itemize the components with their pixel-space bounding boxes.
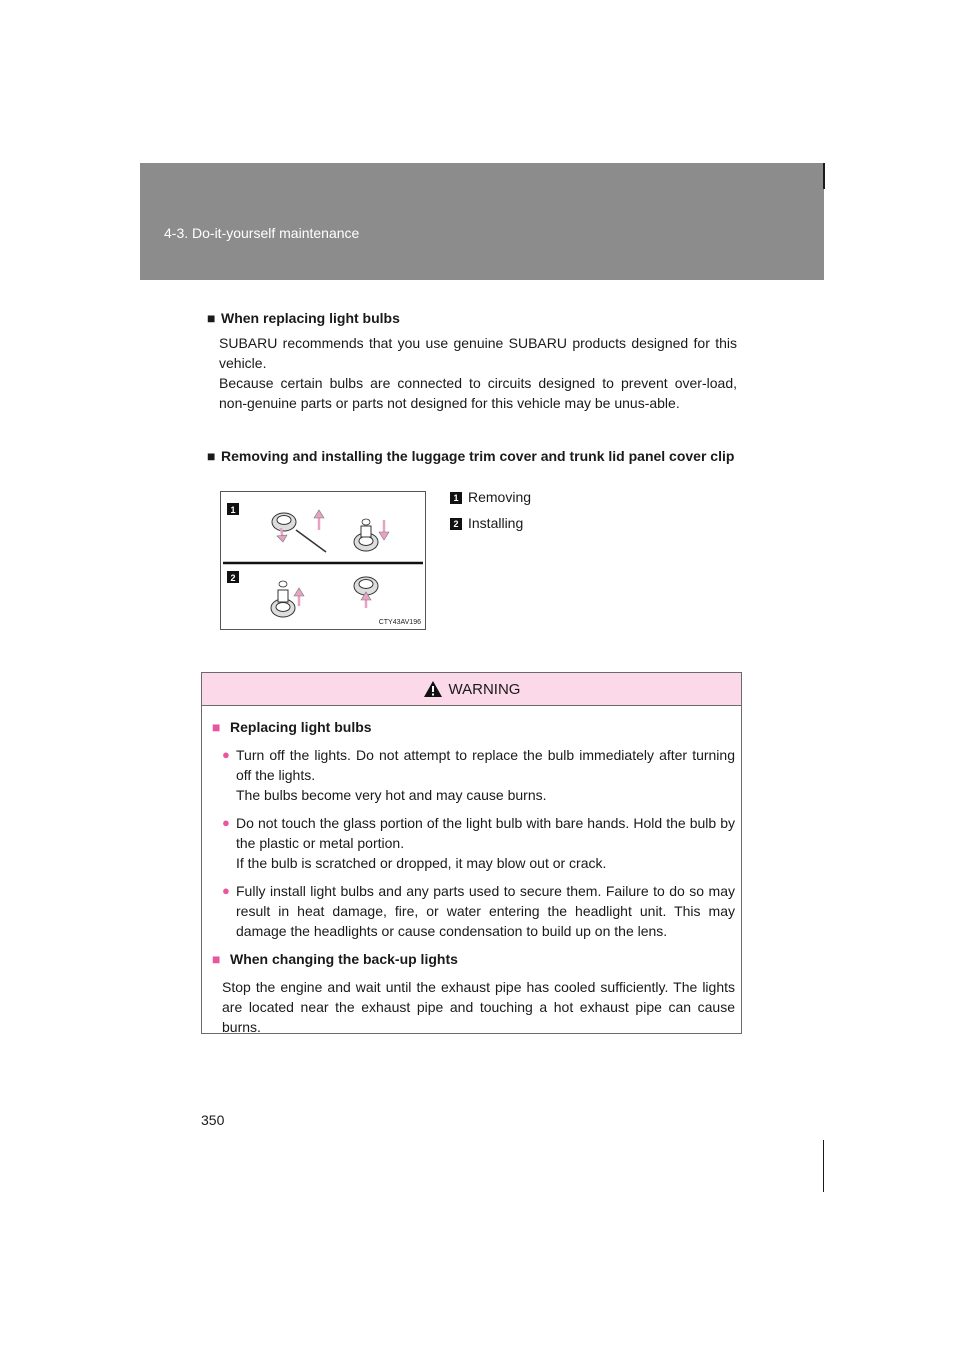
section-paragraph: SUBARU recommends that you use genuine SUBARU products designed for this vehicle. xyxy=(219,335,737,371)
warning-title: WARNING xyxy=(448,680,521,698)
warning-header xyxy=(202,673,741,706)
figure-code: CTY43AV196 xyxy=(378,619,421,626)
warning-bullet: ● Fully install light bulbs and any parts used to secure them. Failure to do so may result in heat damage, fire, or water entering the headlight unit. This may damage the headlights or cause condensation to build up on the lens. xyxy=(222,883,735,939)
bullet-dot-icon: ● xyxy=(222,883,230,898)
page-edge-marker-bottom xyxy=(823,1140,824,1192)
warning-bullet: ● Turn off the lights. Do not attempt to replace the bulb immediately after turning off the lights. The bulbs become very hot and may cause burns. xyxy=(222,747,735,803)
square-bullet-icon: ■ xyxy=(212,951,221,967)
warning-bullet: ● Do not touch the glass portion of the light bulb with bare hands. Hold the bulb by the plastic or metal portion. If the bulb is scratched or dropped, it may blow out or crack. xyxy=(222,815,735,871)
section-replacing-bulbs xyxy=(207,308,737,413)
warning-subheading: ■ When changing the back-up lights xyxy=(212,951,458,967)
legend-marker: 2 xyxy=(450,518,462,530)
section-trim-cover-clip xyxy=(207,446,737,466)
warning-paragraph: Stop the engine and wait until the exhaust pipe has cooled sufficiently. The lights are located near the exhaust pipe and touching a hot exhaust pipe can cause burns. xyxy=(222,979,735,1035)
warning-content xyxy=(212,717,735,1037)
square-bullet-icon: ■ xyxy=(212,719,221,735)
warning-subheading: ■ Replacing light bulbs xyxy=(212,719,372,735)
step-marker-1-label: 1 xyxy=(230,505,236,515)
square-bullet-icon: ■ xyxy=(207,310,216,326)
page-number: 350 xyxy=(201,1112,225,1128)
bullet-dot-icon: ● xyxy=(222,815,230,830)
legend-item xyxy=(450,515,523,531)
clip-diagram-svg xyxy=(221,492,425,629)
section-heading: ■ Removing and installing the luggage trim cover and trunk lid panel cover clip xyxy=(207,448,735,464)
clip-pin-icon xyxy=(278,590,288,602)
section-paragraph: Because certain bulbs are connected to circuits designed to prevent over-load, non-genuine parts or parts not designed for this vehicle may be unus-able. xyxy=(219,375,737,411)
square-bullet-icon: ■ xyxy=(207,448,216,464)
bullet-dot-icon: ● xyxy=(222,747,230,762)
section-title: 4-3. Do-it-yourself maintenance xyxy=(164,225,360,241)
legend-item xyxy=(450,489,531,505)
trim-tool-icon xyxy=(296,530,326,552)
step-marker-2-label: 2 xyxy=(230,573,236,583)
page-edge-marker-top xyxy=(823,163,825,189)
section-heading: ■ When replacing light bulbs xyxy=(207,310,400,326)
clip-illustration xyxy=(220,491,426,630)
section-header-band xyxy=(140,163,824,280)
clip-pin-icon xyxy=(361,526,371,537)
warning-triangle-icon xyxy=(423,680,443,698)
legend-marker: 1 xyxy=(450,492,462,504)
legend-label: Installing xyxy=(468,515,524,531)
legend-label: Removing xyxy=(468,489,532,505)
warning-box xyxy=(201,672,742,1034)
